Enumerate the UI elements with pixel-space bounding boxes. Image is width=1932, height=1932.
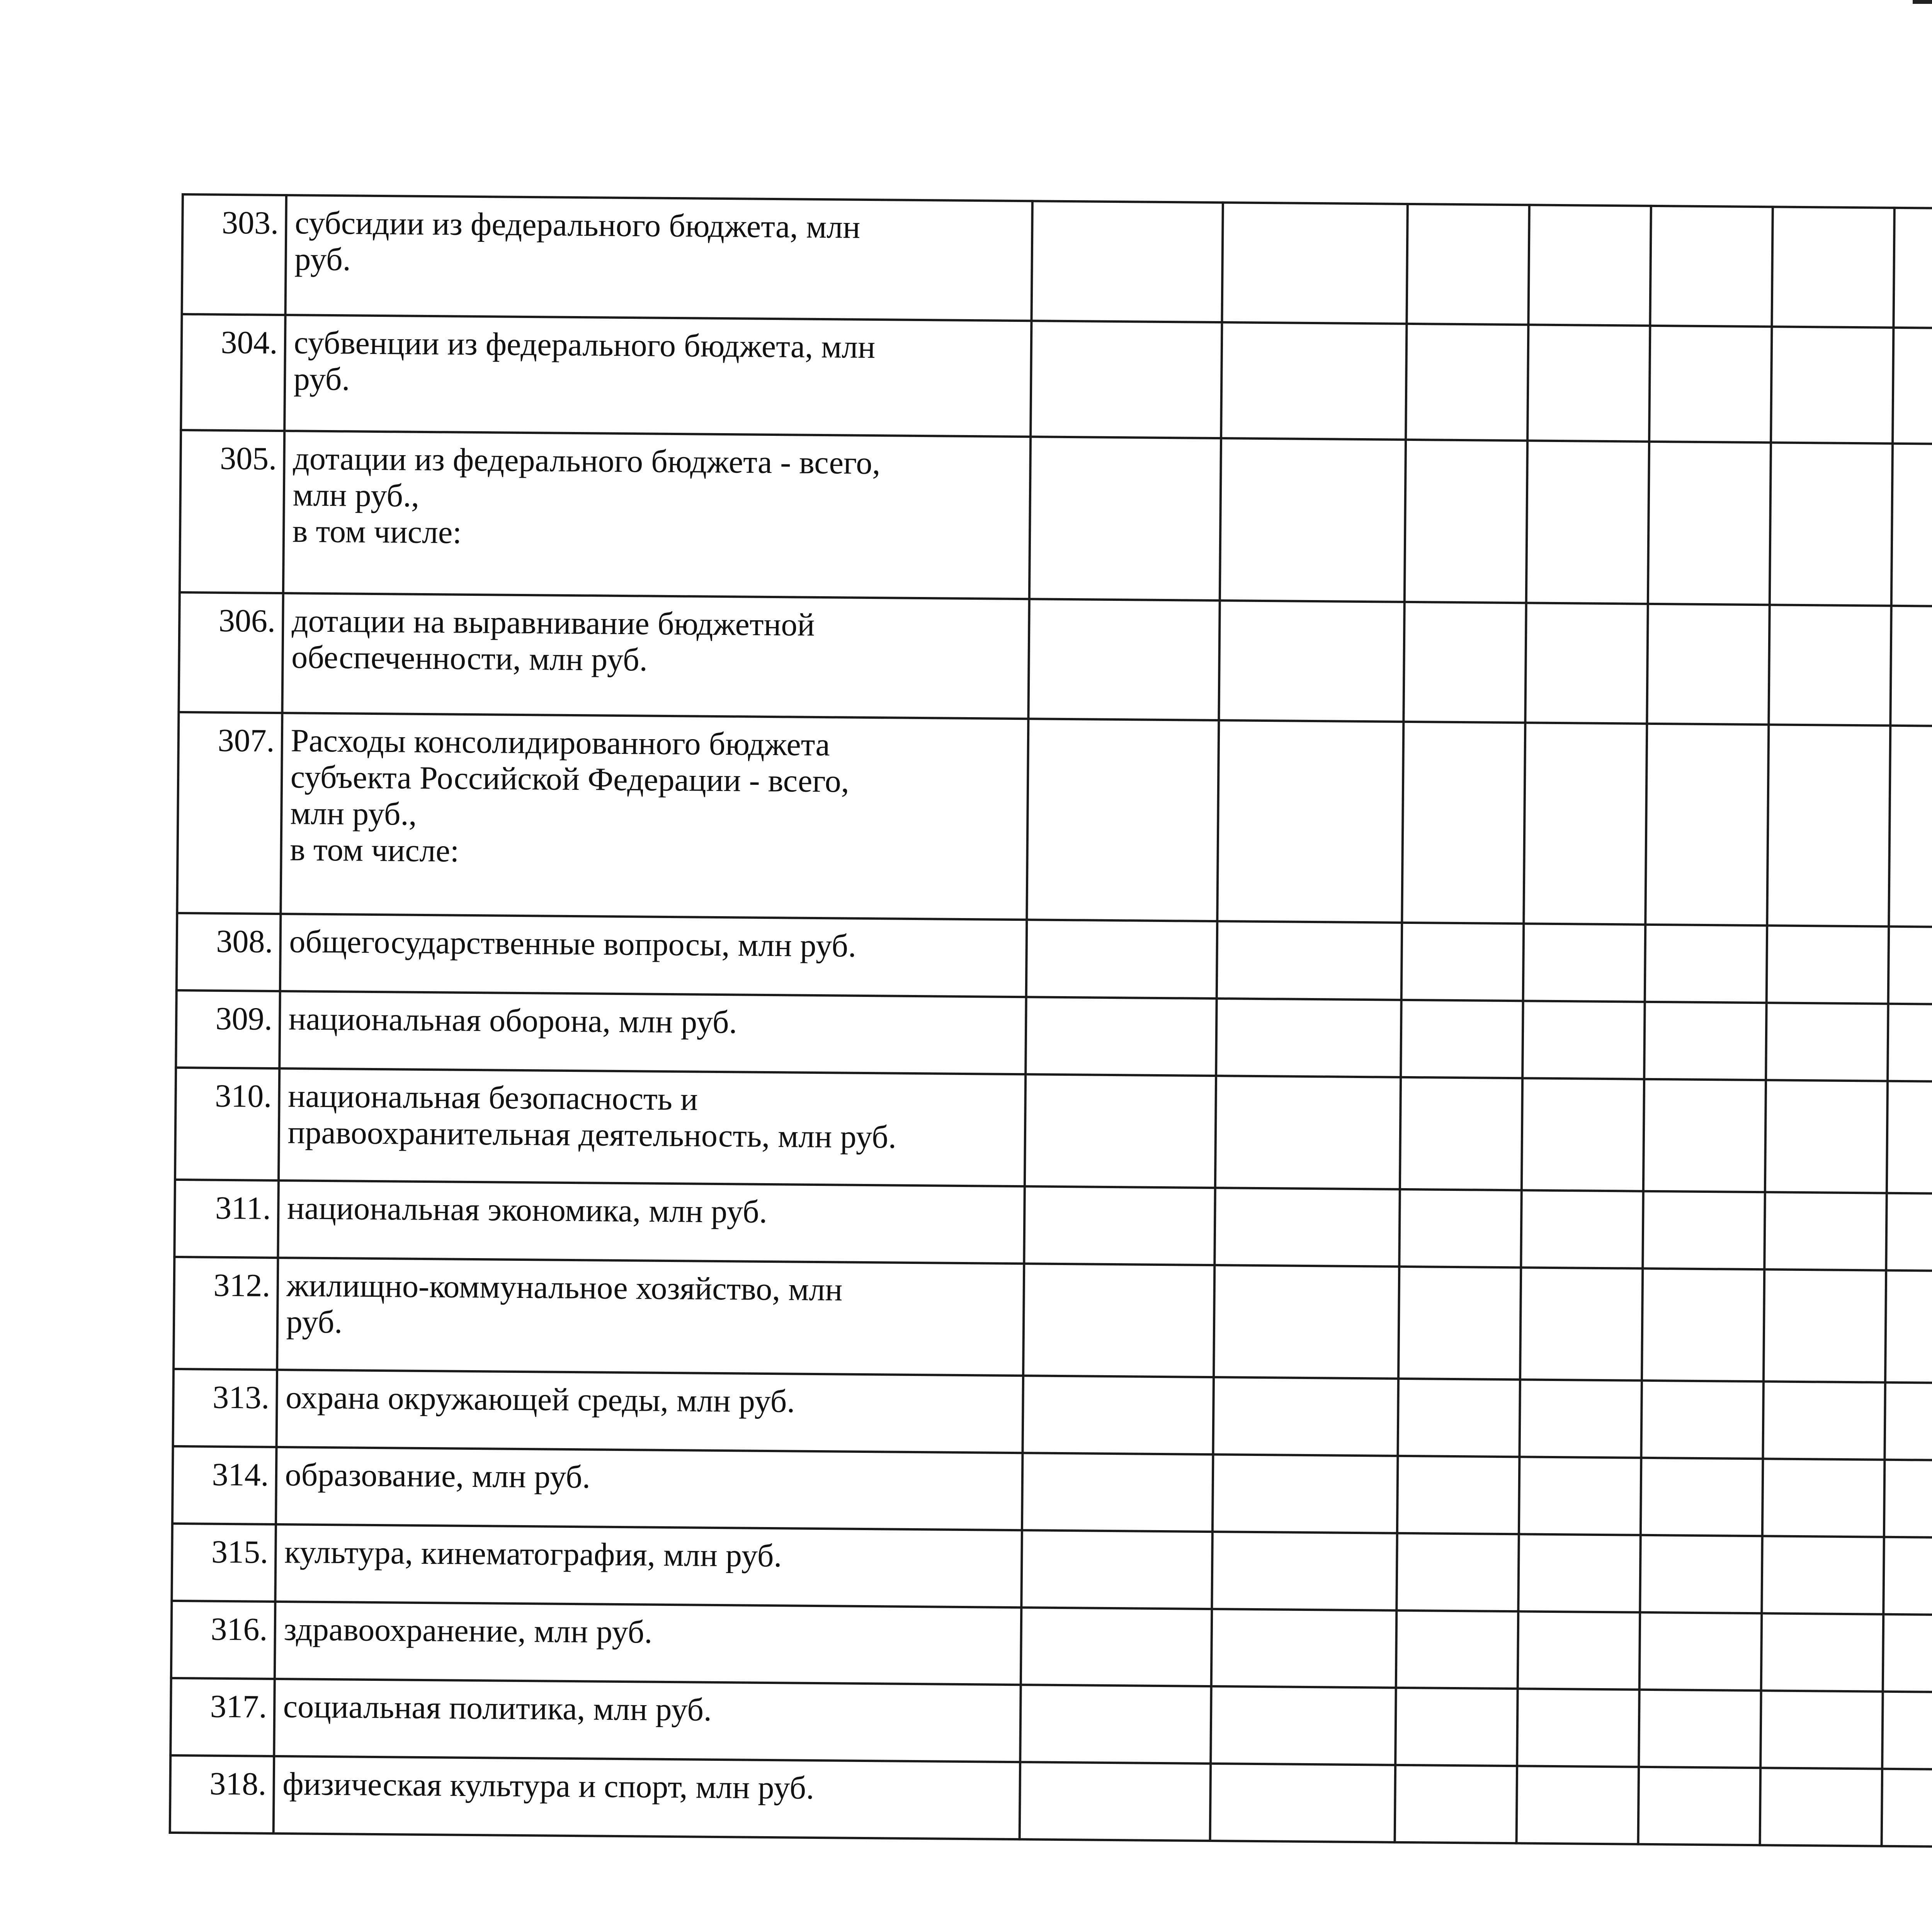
empty-value-cell [1519, 1379, 1641, 1458]
empty-value-cell [1645, 925, 1767, 1003]
empty-value-cell [1405, 440, 1527, 603]
empty-value-cell [1210, 1764, 1395, 1842]
empty-value-cell [1642, 1269, 1764, 1381]
row-label [278, 1180, 1025, 1264]
empty-value-cell [1022, 1453, 1213, 1532]
table-row [177, 712, 1932, 933]
row-number: 310. [175, 1068, 279, 1180]
row-label-line: национальная оборона, млн руб. [288, 1001, 737, 1041]
empty-value-cell [1023, 1376, 1214, 1454]
empty-value-cell [1528, 205, 1651, 325]
empty-value-cell [1884, 1460, 1932, 1538]
row-number: 313. [173, 1369, 277, 1447]
empty-value-cell [1216, 998, 1401, 1077]
empty-value-cell [1760, 1768, 1882, 1846]
row-label [276, 1370, 1023, 1453]
empty-value-cell [1647, 604, 1769, 724]
empty-value-cell [1217, 921, 1402, 1000]
empty-value-cell [1648, 442, 1771, 605]
empty-value-cell [1760, 1690, 1883, 1769]
row-number: 314. [172, 1446, 276, 1524]
empty-value-cell [1766, 1003, 1888, 1081]
row-label-line: образование, млн руб. [285, 1457, 591, 1495]
empty-value-cell [1764, 1269, 1886, 1382]
empty-value-cell [1888, 1004, 1932, 1082]
row-number: 317. [170, 1678, 274, 1756]
empty-value-cell [1395, 1765, 1517, 1843]
empty-value-cell [1517, 1689, 1639, 1767]
empty-value-cell [1650, 206, 1772, 327]
empty-value-cell [1888, 927, 1932, 1005]
empty-value-cell [1893, 328, 1932, 444]
empty-value-cell [1524, 723, 1647, 924]
empty-value-cell [1214, 1265, 1399, 1379]
empty-value-cell [1212, 1532, 1397, 1611]
empty-value-cell [1396, 1533, 1519, 1611]
indicator-table [169, 193, 1932, 1854]
empty-value-cell [1527, 325, 1650, 441]
empty-value-cell [1639, 1612, 1761, 1690]
empty-value-cell [1769, 605, 1891, 725]
empty-value-cell [1400, 1077, 1522, 1190]
empty-value-cell [1026, 920, 1218, 998]
empty-value-cell [1641, 1381, 1763, 1459]
row-label-line: национальная безопасность и [287, 1078, 698, 1117]
row-number: 305. [180, 430, 284, 593]
row-number: 318. [170, 1755, 274, 1833]
row-number: 315. [172, 1524, 276, 1602]
empty-value-cell [1401, 1000, 1523, 1078]
empty-value-cell [1520, 1267, 1643, 1380]
empty-value-cell [1766, 925, 1888, 1003]
row-label-line: охрана окружающей среды, млн руб. [285, 1379, 795, 1420]
empty-value-cell [1767, 724, 1890, 926]
empty-value-cell [1027, 719, 1219, 921]
row-number: 308. [177, 913, 281, 991]
row-label-line: руб. [286, 1304, 343, 1340]
table-row [175, 1068, 1932, 1200]
empty-value-cell [1525, 603, 1648, 723]
empty-value-cell [1032, 201, 1223, 322]
row-label-line: социальная политика, млн руб. [283, 1689, 712, 1728]
empty-value-cell [1402, 722, 1525, 923]
table-row [173, 1257, 1932, 1389]
empty-value-cell [1219, 600, 1405, 722]
empty-value-cell [1401, 923, 1524, 1001]
row-label-line: руб. [293, 361, 350, 398]
row-label-line: жилищно-коммунальное хозяйство, млн [286, 1267, 843, 1308]
empty-value-cell [1761, 1613, 1883, 1691]
empty-value-cell [1763, 1381, 1885, 1459]
empty-value-cell [1518, 1534, 1640, 1612]
row-label [273, 1756, 1020, 1839]
empty-value-cell [1885, 1270, 1932, 1383]
empty-value-cell [1643, 1079, 1766, 1192]
empty-value-cell [1028, 599, 1220, 720]
empty-value-cell [1518, 1611, 1640, 1689]
row-label-line: субвенции из федерального бюджета, млн [294, 325, 876, 366]
row-label-line: дотации на выравнивание бюджетной [291, 603, 815, 643]
empty-value-cell [1883, 1614, 1932, 1692]
empty-value-cell [1764, 1192, 1886, 1270]
row-label-line: дотации из федерального бюджета - всего, [293, 440, 881, 481]
empty-value-cell [1881, 1769, 1932, 1847]
empty-value-cell [1021, 1530, 1213, 1609]
row-label-line: млн руб., [290, 795, 417, 832]
empty-value-cell [1522, 1001, 1645, 1079]
row-label-line: Расходы консолидированного бюджета [291, 723, 830, 763]
table-row [182, 194, 1932, 334]
row-label [279, 991, 1026, 1074]
empty-value-cell [1403, 602, 1526, 723]
empty-value-cell [1221, 322, 1407, 440]
row-number: 307. [177, 712, 282, 914]
row-label-line: субсидии из федерального бюджета, млн [294, 205, 861, 245]
row-label [283, 431, 1031, 599]
empty-value-cell [1398, 1267, 1521, 1379]
row-label-line: правоохранительная деятельность, млн руб. [287, 1114, 897, 1155]
row-label [274, 1679, 1021, 1762]
row-label [279, 1068, 1026, 1186]
empty-value-cell [1638, 1767, 1760, 1845]
row-label-line: культура, кинематография, млн руб. [284, 1534, 782, 1574]
scan-top-edge [1913, 0, 1932, 4]
row-number: 312. [173, 1257, 278, 1370]
empty-value-cell [1029, 437, 1221, 600]
table-body [170, 194, 1932, 1853]
empty-value-cell [1397, 1456, 1519, 1534]
row-label [277, 1258, 1024, 1376]
row-number: 316. [171, 1601, 275, 1679]
empty-value-cell [1025, 1074, 1216, 1188]
empty-value-cell [1220, 438, 1406, 602]
empty-value-cell [1399, 1189, 1521, 1267]
empty-value-cell [1643, 1191, 1765, 1269]
row-number: 304. [181, 314, 285, 431]
empty-value-cell [1771, 327, 1893, 443]
row-label [281, 713, 1028, 920]
table-row [170, 1755, 1932, 1853]
empty-value-cell [1516, 1766, 1638, 1844]
row-label-line: руб. [294, 241, 351, 278]
empty-value-cell [1213, 1377, 1398, 1456]
empty-value-cell [1649, 326, 1772, 442]
empty-value-cell [1026, 997, 1217, 1076]
row-label-line: в том числе: [292, 513, 462, 551]
row-label-line: субъекта Российской Федерации - всего, [290, 759, 850, 799]
row-number: 303. [182, 194, 286, 315]
row-number: 309. [176, 990, 280, 1068]
empty-value-cell [1890, 606, 1932, 726]
empty-value-cell [1020, 1762, 1211, 1841]
row-label [285, 195, 1032, 321]
empty-value-cell [1215, 1076, 1401, 1189]
row-label [284, 315, 1032, 437]
row-label-line: в том числе: [289, 832, 459, 869]
empty-value-cell [1891, 444, 1932, 607]
empty-value-cell [1772, 207, 1894, 327]
empty-value-cell [1883, 1537, 1932, 1615]
empty-value-cell [1211, 1609, 1396, 1688]
row-label [276, 1447, 1023, 1530]
empty-value-cell [1023, 1264, 1215, 1377]
empty-value-cell [1395, 1688, 1517, 1766]
empty-value-cell [1644, 1002, 1766, 1080]
table-row [179, 592, 1932, 732]
empty-value-cell [1640, 1535, 1762, 1613]
empty-value-cell [1222, 202, 1408, 324]
empty-value-cell [1522, 1078, 1644, 1191]
empty-value-cell [1396, 1611, 1518, 1689]
empty-value-cell [1211, 1686, 1396, 1765]
empty-value-cell [1882, 1692, 1932, 1770]
empty-value-cell [1645, 724, 1769, 925]
row-label-line: физическая культура и спорт, млн руб. [282, 1766, 815, 1806]
empty-value-cell [1639, 1690, 1761, 1768]
empty-value-cell [1031, 321, 1222, 438]
empty-value-cell [1889, 726, 1932, 927]
empty-value-cell [1641, 1458, 1763, 1536]
empty-value-cell [1213, 1454, 1398, 1533]
empty-value-cell [1521, 1190, 1643, 1268]
row-label-line: национальная экономика, млн руб. [287, 1190, 768, 1230]
empty-value-cell [1218, 720, 1404, 923]
table-row [181, 314, 1932, 450]
empty-value-cell [1762, 1459, 1884, 1537]
empty-value-cell [1020, 1685, 1211, 1764]
row-number: 311. [174, 1180, 278, 1258]
row-label-line: млн руб., [293, 477, 420, 514]
empty-value-cell [1884, 1383, 1932, 1461]
empty-value-cell [1765, 1080, 1887, 1193]
row-label [282, 593, 1029, 719]
empty-value-cell [1886, 1081, 1932, 1194]
empty-value-cell [1024, 1186, 1215, 1265]
empty-value-cell [1406, 204, 1529, 325]
empty-value-cell [1526, 440, 1649, 604]
row-label [275, 1524, 1022, 1607]
empty-value-cell [1215, 1188, 1400, 1267]
row-number: 306. [179, 592, 283, 713]
table-row [180, 430, 1932, 612]
empty-value-cell [1021, 1607, 1212, 1686]
empty-value-cell [1762, 1536, 1884, 1614]
row-label-line: общегосударственные вопросы, млн руб. [289, 923, 857, 964]
empty-value-cell [1523, 923, 1645, 1002]
empty-value-cell [1769, 442, 1892, 605]
empty-value-cell [1398, 1379, 1520, 1457]
row-label [274, 1602, 1021, 1685]
row-label-line: обеспеченности, млн руб. [291, 639, 648, 678]
empty-value-cell [1519, 1457, 1641, 1535]
row-label-line: здравоохранение, млн руб. [284, 1611, 653, 1650]
row-label [280, 914, 1027, 997]
empty-value-cell [1406, 324, 1528, 440]
empty-value-cell [1886, 1193, 1932, 1271]
empty-value-cell [1893, 208, 1932, 328]
